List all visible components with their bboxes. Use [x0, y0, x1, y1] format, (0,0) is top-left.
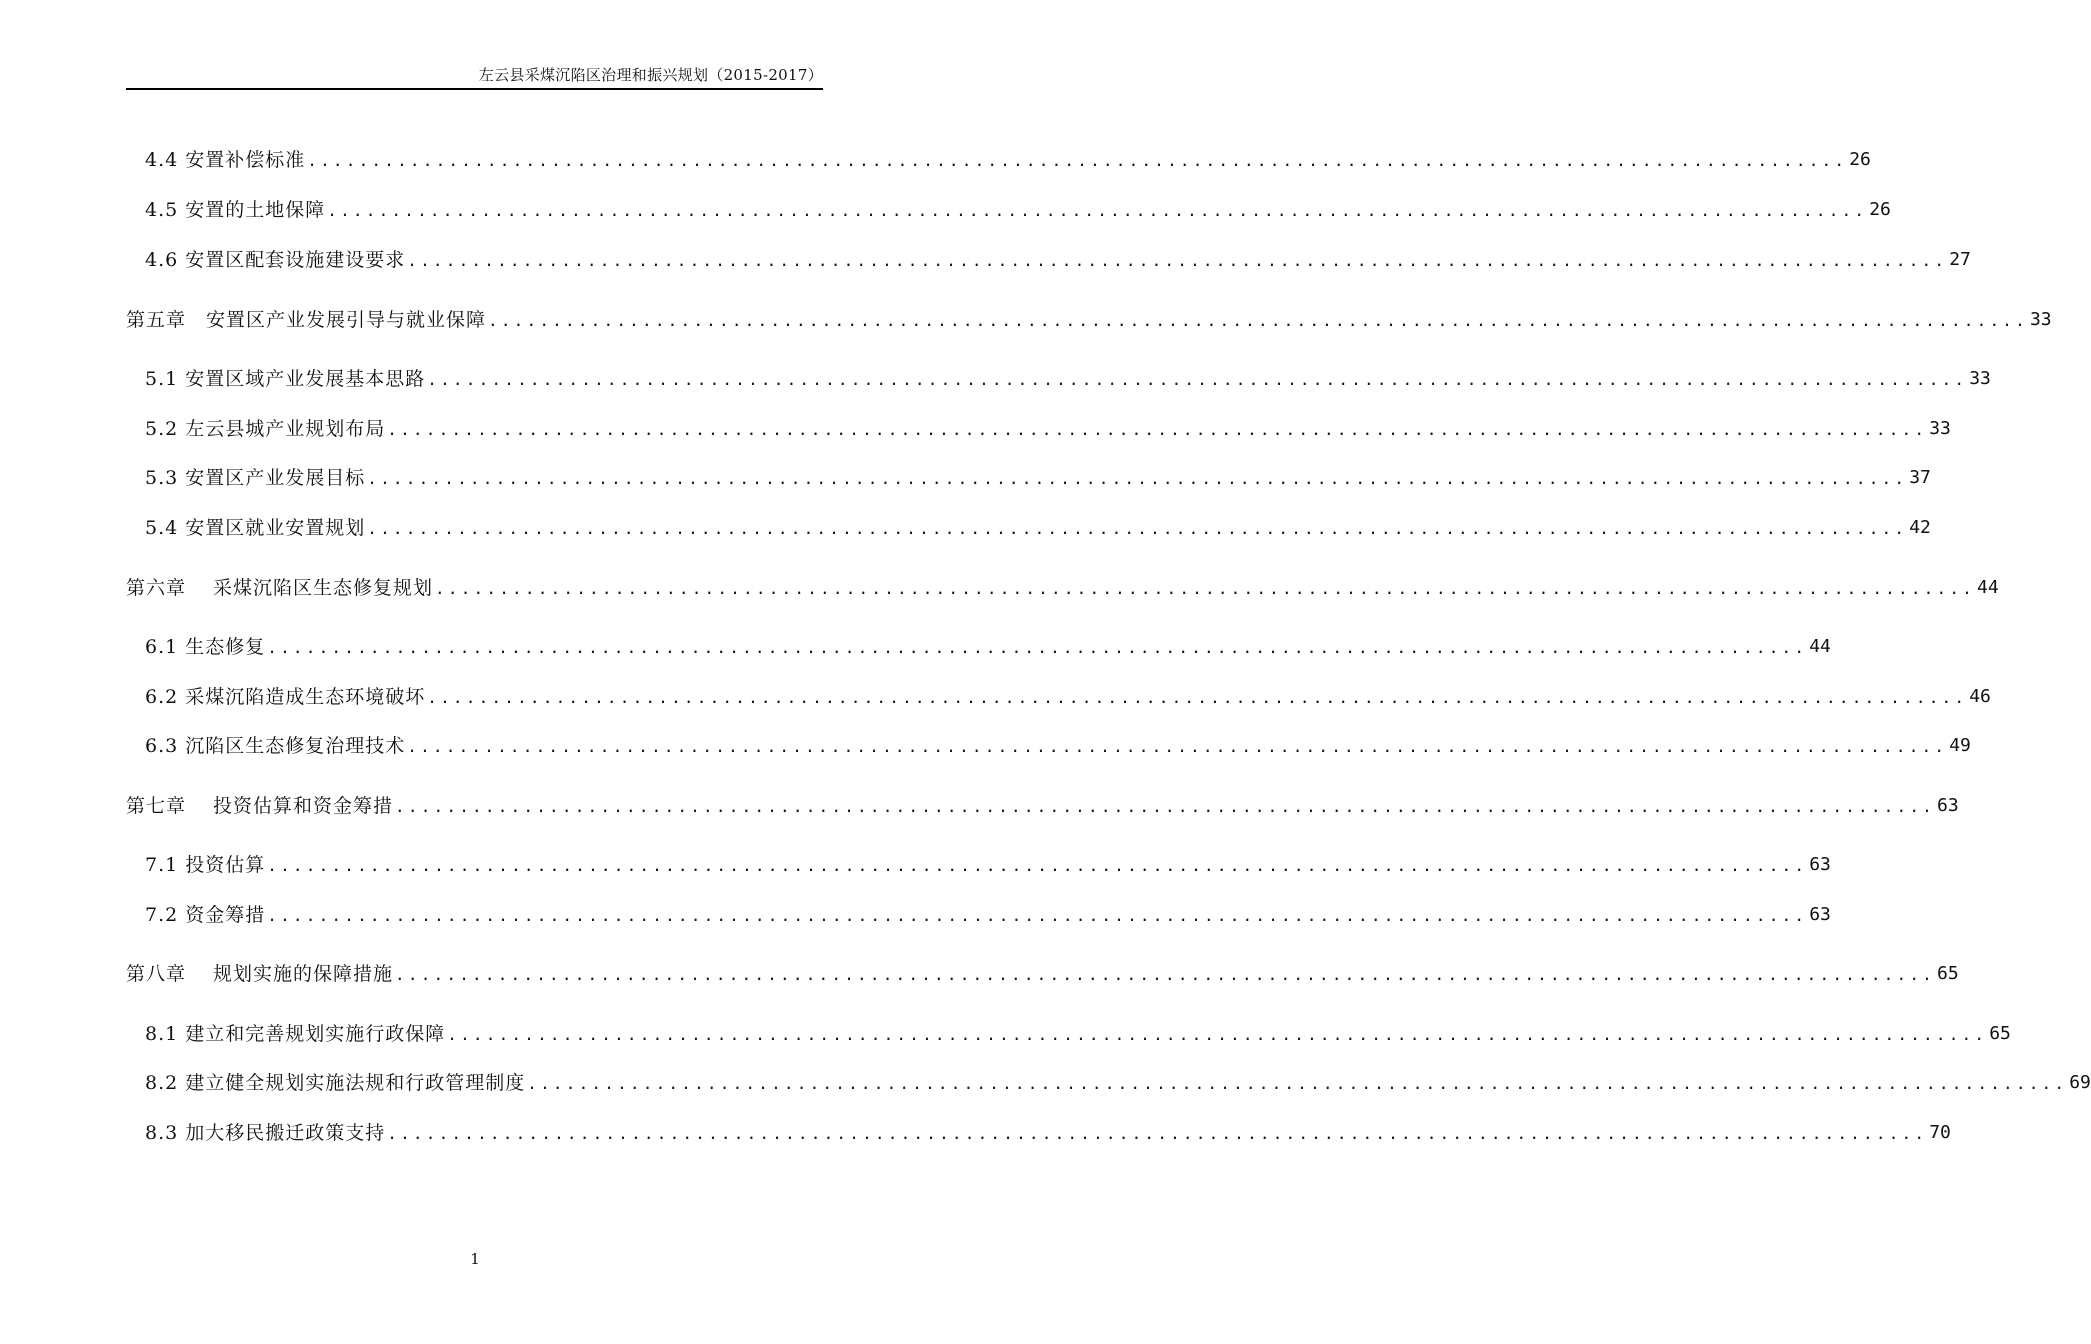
toc-entry-label: 7.2 资金筹措 — [145, 904, 266, 926]
toc-entry-label: 7.1 投资估算 — [145, 854, 266, 876]
toc-leader-dots: ........................................................................................................................ — [407, 737, 1948, 756]
toc-entry[interactable] — [145, 679, 1991, 709]
toc-leader-dots: ........................................................................................................................ — [307, 151, 1848, 170]
page-number: 1 — [470, 1250, 480, 1268]
toc-entry-page: 26 — [1849, 149, 1871, 170]
toc-entry-label: 第七章 投资估算和资金筹措 — [126, 795, 394, 817]
toc-entry-page: 65 — [1989, 1023, 2011, 1044]
toc-entry-page: 37 — [1909, 467, 1931, 488]
toc-entry-label: 8.2 建立健全规划实施法规和行政管理制度 — [145, 1072, 526, 1094]
toc-entry-label: 第八章 规划实施的保障措施 — [126, 963, 394, 985]
toc-leader-dots: ........................................................................................................................ — [367, 519, 1908, 538]
toc-entry-page: 27 — [1949, 249, 1971, 270]
toc-leader-dots: ........................................................................................................................ — [447, 1025, 1988, 1044]
running-header: 左云县采煤沉陷区治理和振兴规划（2015-2017） — [478, 66, 823, 84]
toc-leader-dots: ........................................................................................................................ — [427, 370, 1968, 389]
toc-entry[interactable] — [126, 788, 1959, 818]
toc-leader-dots: ........................................................................................................................ — [367, 469, 1908, 488]
toc-entry-label: 5.4 安置区就业安置规划 — [145, 517, 366, 539]
toc-entry-label: 6.1 生态修复 — [145, 636, 266, 658]
toc-entry-label: 5.2 左云县城产业规划布局 — [145, 418, 386, 440]
toc-entry[interactable] — [145, 629, 1831, 659]
toc-entry[interactable] — [145, 411, 1951, 441]
toc-entry-page: 63 — [1809, 854, 1831, 875]
toc-entry[interactable] — [145, 1016, 2011, 1046]
toc-entry-page: 26 — [1869, 199, 1891, 220]
toc-entry-page: 33 — [1969, 368, 1991, 389]
toc-leader-dots: ........................................................................................................................ — [527, 1074, 2068, 1093]
toc-entry-label: 8.1 建立和完善规划实施行政保障 — [145, 1023, 446, 1045]
toc-leader-dots: ........................................................................................................................ — [387, 420, 1928, 439]
toc-leader-dots: ........................................................................................................................ — [267, 906, 1808, 925]
toc-leader-dots: ........................................................................................................................ — [387, 1124, 1928, 1143]
toc-leader-dots: ........................................................................................................................ — [267, 638, 1808, 657]
toc-entry[interactable] — [145, 847, 1831, 877]
toc-entry[interactable] — [126, 956, 1959, 986]
toc-entry[interactable] — [145, 142, 1871, 172]
toc-entry[interactable] — [126, 570, 1999, 600]
toc-entry-page: 65 — [1936, 963, 1959, 984]
toc-entry-label: 5.3 安置区产业发展目标 — [145, 467, 366, 489]
toc-leader-dots: ........................................................................................................................ — [435, 579, 1975, 598]
toc-entry[interactable] — [145, 242, 1971, 272]
toc-entry-label: 5.1 安置区域产业发展基本思路 — [145, 368, 426, 390]
toc-leader-dots: ........................................................................................................................ — [267, 856, 1808, 875]
toc-leader-dots: ........................................................................................................................ — [407, 251, 1948, 270]
toc-entry-label: 8.3 加大移民搬迁政策支持 — [145, 1122, 386, 1144]
toc-entry-label: 第六章 采煤沉陷区生态修复规划 — [126, 577, 434, 599]
toc-entry-page: 63 — [1936, 795, 1959, 816]
toc-leader-dots: ........................................................................................................................ — [327, 201, 1868, 220]
toc-leader-dots: ........................................................................................................................ — [395, 965, 1935, 984]
toc-entry-label: 4.6 安置区配套设施建设要求 — [145, 249, 406, 271]
toc-entry-label: 4.5 安置的土地保障 — [145, 199, 326, 221]
toc-entry[interactable] — [145, 1115, 1951, 1145]
toc-entry-page: 33 — [1929, 418, 1951, 439]
toc-entry[interactable] — [145, 728, 1971, 758]
toc-leader-dots: ........................................................................................................................ — [395, 797, 1935, 816]
toc-entry-page: 44 — [1976, 577, 1999, 598]
toc-entry-label: 6.2 采煤沉陷造成生态环境破坏 — [145, 686, 426, 708]
toc-entry-page: 46 — [1969, 686, 1991, 707]
toc-entry[interactable] — [145, 192, 1891, 222]
toc-leader-dots: ........................................................................................................................ — [488, 311, 2028, 330]
toc-entry-page: 33 — [2029, 309, 2052, 330]
toc-entry-label: 第五章 安置区产业发展引导与就业保障 — [126, 309, 487, 331]
toc-entry-page: 42 — [1909, 517, 1931, 538]
toc-entry[interactable] — [145, 361, 1991, 391]
toc-entry-page: 49 — [1949, 735, 1971, 756]
toc-entry-page: 63 — [1809, 904, 1831, 925]
toc-entry-page: 44 — [1809, 636, 1831, 657]
toc-entry[interactable] — [145, 1065, 2091, 1095]
toc-entry-page: 69 — [2069, 1072, 2091, 1093]
toc-entry[interactable] — [145, 460, 1931, 490]
toc-entry-label: 6.3 沉陷区生态修复治理技术 — [145, 735, 406, 757]
toc-entry[interactable] — [145, 897, 1831, 927]
toc-entry[interactable] — [145, 510, 1931, 540]
toc-entry-label: 4.4 安置补偿标准 — [145, 149, 306, 171]
toc-leader-dots: ........................................................................................................................ — [427, 688, 1968, 707]
toc-entry[interactable] — [126, 302, 2052, 332]
toc-entry-page: 70 — [1929, 1122, 1951, 1143]
